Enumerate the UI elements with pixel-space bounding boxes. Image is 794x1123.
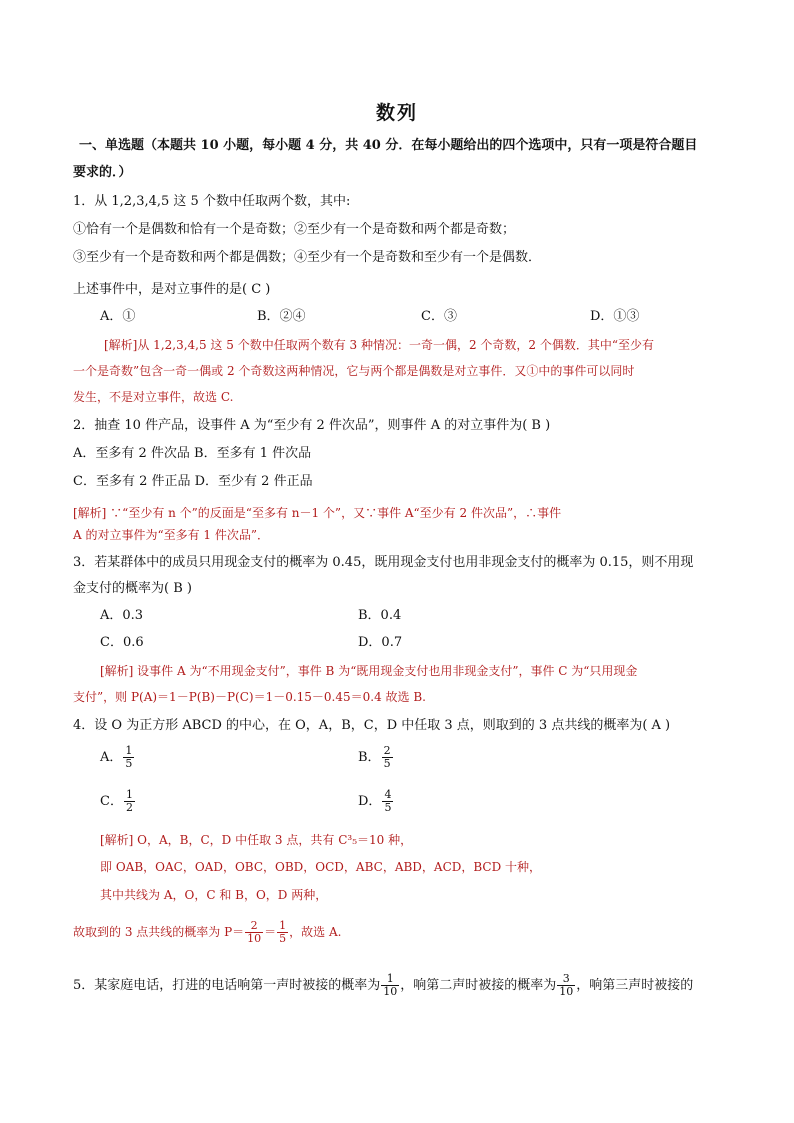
q1-item1: ①恰有一个是偶数和恰有一个是奇数；②至少有一个是奇数和两个都是奇数； — [73, 222, 516, 237]
q4-option-a — [100, 745, 135, 770]
q1-analysis-2: 一个是奇数”包含一奇一偶或 2 个奇数这两种情况，它与两个都是偶数是对立事件．又①中的事件可以同时 — [73, 364, 635, 378]
q3-analysis-1: [解析] 设事件 A 为“不用现金支付”，事件 B 为“既用现金支付也用非现金支付”，事件 C 为“只用现金 — [100, 664, 638, 678]
q4-analysis-fraction-2: $\frac{1}{5}$ — [279, 919, 287, 945]
q4-analysis-fraction-1: $\frac{2}{10}$ — [247, 919, 262, 945]
q1-stem: 1．从 1,2,3,4,5 这 5 个数中任取两个数，其中: — [73, 194, 351, 209]
q3-analysis-2: 支付”，则 P(A)＝1－P(B)－P(C)＝1－0.15－0.45＝0.4 故选 B. — [73, 690, 426, 704]
q3-stem-1: 3．若某群体中的成员只用现金支付的概率为 0.45，既用现金支付也用非现金支付的概率为 0.15，则不用现 — [73, 555, 694, 570]
q4-analysis-4: 故取到的 3 点共线的概率为 P＝ $\frac{2}{10}$ ＝ $\frac{1}{5}$ ，故选 A. — [73, 919, 342, 945]
q3-stem-2: 金支付的概率为( B ) — [73, 581, 192, 596]
q4-analysis-1: [解析] O，A，B，C，D 中任取 3 点，共有 C³₅＝10 种， — [100, 833, 413, 847]
q1-option-d: D．①③ — [590, 309, 640, 324]
q5-fraction-2: $\frac{3}{10}$ — [559, 972, 574, 998]
q4-option-a-label: A． — [100, 750, 123, 765]
q2-analysis-2: A 的对立事件为“至多有 1 件次品”． — [73, 528, 270, 542]
q4-option-d-fraction: $\frac{4}{5}$ — [384, 788, 392, 814]
q2-options-ab: A．至多有 2 件次品 B．至多有 1 件次品 — [73, 446, 312, 461]
q3-option-d: D．0.7 — [358, 635, 403, 650]
page-title: 数列 — [375, 102, 418, 124]
q1-item2: ③至少有一个是奇数和两个都是偶数；④至少有一个是奇数和至少有一个是偶数． — [73, 250, 542, 265]
q4-analysis-3: 其中共线为 A，O，C 和 B，O，D 两种， — [100, 888, 328, 902]
q4-option-b — [358, 745, 394, 770]
q2-options-cd: C．至多有 2 件正品 D．至少有 2 件正品 — [73, 474, 313, 489]
q4-option-c — [100, 789, 136, 814]
q4-option-b-fraction: $\frac{2}{5}$ — [383, 744, 391, 770]
section-header-line2: 要求的．） — [73, 165, 132, 180]
q1-option-c: C．③ — [421, 309, 457, 324]
section-header-line1: 一、单选题（本题共 10 小题，每小题 4 分，共 40 分．在每小题给出的四个选项中，只有一项是符合题目 — [79, 138, 698, 153]
q1-analysis-3: 发生，不是对立事件，故选 C. — [73, 390, 234, 404]
q4-stem: 4．设 O 为正方形 ABCD 的中心，在 O，A，B，C，D 中任取 3 点，则取到的 3 点共线的概率为( A ) — [73, 718, 671, 733]
q3-option-c: C．0.6 — [100, 635, 144, 650]
q4-option-d-label: D． — [358, 794, 382, 809]
q3-option-a: A．0.3 — [100, 608, 144, 623]
q4-option-c-fraction: $\frac{1}{2}$ — [125, 788, 133, 814]
q5-stem: 5．某家庭电话，打进的电话响第一声时被接的概率为 $\frac{1}{10}$ ，响第二声时被接的概率为 $\frac{3}{10}$ ，响第三声时被接的 — [73, 972, 694, 998]
q1-analysis-1: [解析]从 1,2,3,4,5 这 5 个数中任取两个数有 3 种情况：一奇一偶，2 个奇数，2 个偶数．其中“至少有 — [104, 338, 654, 352]
q2-stem: 2．抽查 10 件产品，设事件 A 为“至少有 2 件次品”，则事件 A 的对立事件为( B ) — [73, 418, 551, 433]
q1-option-a: A．① — [100, 309, 136, 324]
q3-option-b: B．0.4 — [358, 608, 402, 623]
q1-option-b: B．②④ — [257, 309, 306, 324]
q2-analysis-1: [解析] ∵“至少有 n 个”的反面是“至多有 n－1 个”，又∵事件 A“至少有 2 件次品”，∴事件 — [73, 506, 562, 520]
q4-option-a-fraction: $\frac{1}{5}$ — [125, 744, 133, 770]
q4-option-b-label: B． — [358, 750, 381, 765]
q4-option-c-label: C． — [100, 794, 123, 809]
q5-fraction-1: $\frac{1}{10}$ — [383, 972, 398, 998]
q4-option-d — [358, 789, 394, 814]
q4-analysis-2: 即 OAB，OAC，OAD，OBC，OBD，OCD，ABC，ABD，ACD，BCD 十种， — [100, 860, 542, 874]
q1-ask: 上述事件中，是对立事件的是( C ) — [73, 282, 271, 297]
